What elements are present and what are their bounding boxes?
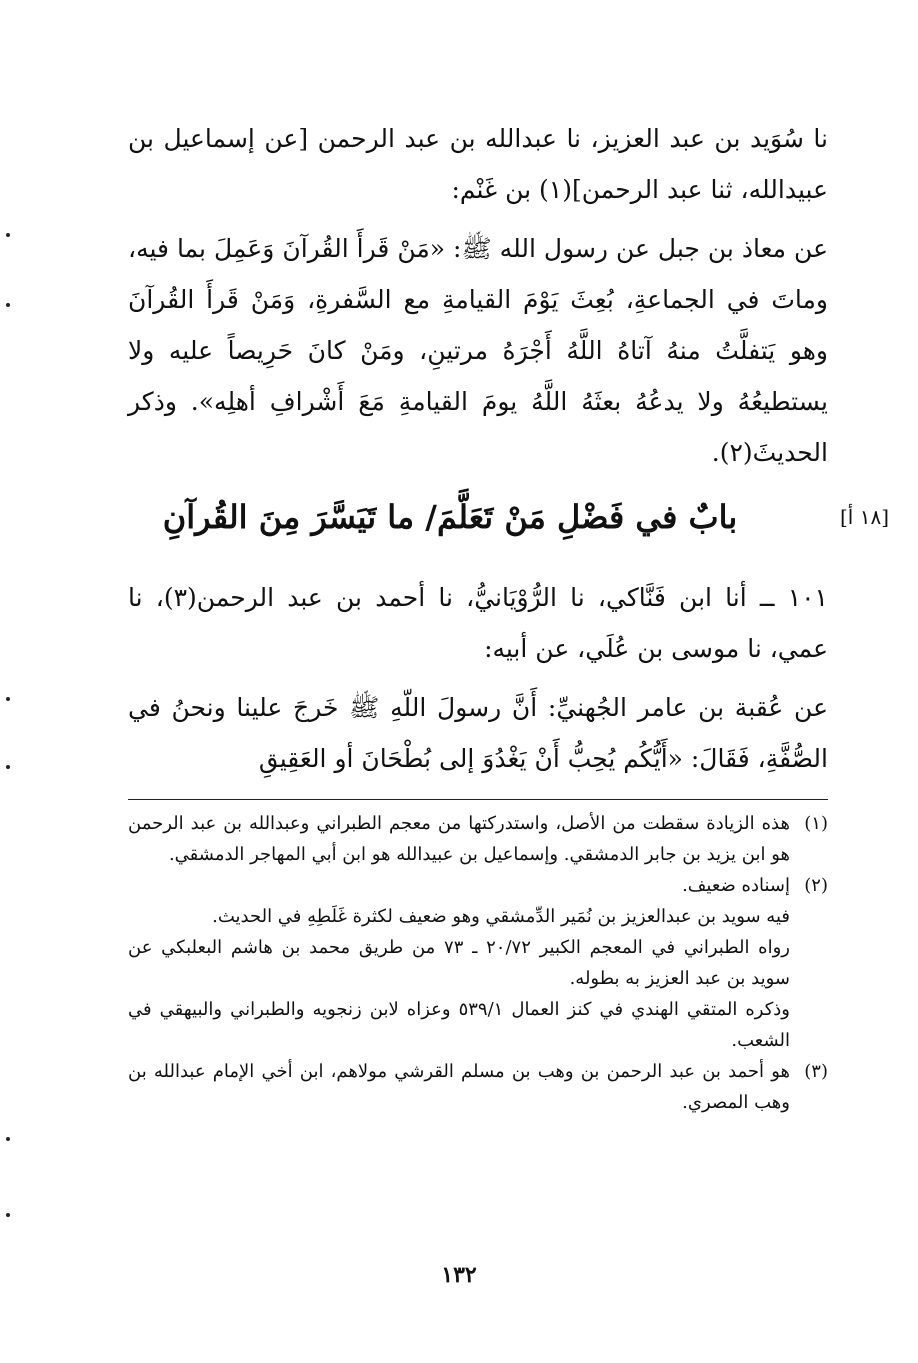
scan-speck bbox=[6, 303, 10, 307]
footnote-number: (٣) bbox=[804, 1061, 828, 1082]
margin-folio-reference: [١٨ أ] bbox=[840, 505, 890, 529]
footnotes bbox=[128, 808, 828, 1118]
paragraph-text: نا سُوَيد بن عبد العزيز، نا عبدالله بن عبد الرحمن [عن إسماعيل بن عبيدالله، ثنا عبد الرحمن](١) بن غَنْم: bbox=[128, 124, 828, 204]
page-number: ١٣٢ bbox=[441, 1262, 477, 1288]
scan-speck bbox=[6, 1213, 10, 1217]
paragraph-isnad-2 bbox=[128, 572, 828, 674]
paragraph-hadith-2 bbox=[128, 682, 828, 784]
footnote-text: هو أحمد بن عبد الرحمن بن وهب بن مسلم القرشي مولاهم، ابن أخي الإمام عبدالله بن وهب المصري. bbox=[128, 1061, 790, 1113]
scan-speck bbox=[6, 233, 10, 237]
footnote-1 bbox=[128, 808, 828, 870]
footnote-2 bbox=[128, 870, 828, 901]
chapter-heading: بابٌ في فَضْلِ مَنْ تَعَلَّمَ/ ما تَيَسَّرَ مِنَ القُرآنِ bbox=[162, 498, 738, 536]
footnote-line: فيه سويد بن عبدالعزيز بن نُمَير الدِّمشقي وهو ضعيف لكثرة غَلَطِهِ في الحديث. bbox=[212, 906, 790, 927]
footnote-number: (١) bbox=[804, 813, 828, 834]
paragraph-text: عن عُقبة بن عامر الجُهنيِّ: أَنَّ رسولَ اللّهِ ﷺ خَرجَ علينا ونحنُ في الصُّفَّةِ، فَقَالَ: «أَيُّكُم يُحِبُّ أَنْ يَغْدُوَ إلى بُطْحَانَ أو العَقِيقِ bbox=[128, 693, 828, 773]
paragraph-isnad-1 bbox=[128, 113, 828, 215]
paragraph-text: عن معاذ بن جبل عن رسول الله ﷺ: «مَنْ قَرأَ القُرآنَ وَعَمِلَ بما فيه، وماتَ في الجماعةِ، بُعِثَ يَوْمَ القيامةِ مع السَّفرةِ، وَمَنْ قَرأَ القُرآنَ وهو يَتفلَّتُ منهُ آتاهُ اللَّهُ أَجْرَهُ مرتينِ، ومَنْ كانَ حَرِيصاً عليه ولا يستطيعُهُ ولا يدعُهُ بعثَهُ اللَّهُ يومَ القيامةِ مَعَ أَشْرافِ أهلِه». وذكر الحديثَ(٢). bbox=[128, 234, 828, 467]
footnote-line: رواه الطبراني في المعجم الكبير ٢٠/٧٢ ـ ٧٣ من طريق محمد بن هاشم البعلبكي عن سويد بن عبد العزيز به بطوله. bbox=[128, 937, 791, 989]
paragraph-hadith-1 bbox=[128, 223, 828, 478]
footnote-number: (٢) bbox=[804, 875, 828, 896]
scan-speck bbox=[6, 697, 10, 701]
footnote-3 bbox=[128, 1056, 828, 1118]
footnote-line: وذكره المتقي الهندي في كنز العمال ٥٣٩/١ وعزاه لابن زنجويه والطبراني والبيهقي في الشعب. bbox=[128, 999, 790, 1051]
paragraph-text: ١٠١ ــ أنا ابن فَنَّاكي، نا الرُّوْيَانيُّ، نا أحمد بن عبد الرحمن(٣)، نا عمي، نا موسى بن عُلَي، عن أبيه: bbox=[128, 583, 828, 663]
scan-speck bbox=[6, 1137, 10, 1141]
footnote-text: إسناده ضعيف. bbox=[682, 875, 790, 896]
scan-speck bbox=[6, 765, 10, 769]
footnote-text: هذه الزيادة سقطت من الأصل، واستدركتها من معجم الطبراني وعبدالله بن عبد الرحمن هو ابن يزيد بن جابر الدمشقي. وإسماعيل بن عبيدالله هو ابن أبي المهاجر الدمشقي. bbox=[128, 813, 790, 865]
footnote-divider bbox=[128, 799, 828, 800]
